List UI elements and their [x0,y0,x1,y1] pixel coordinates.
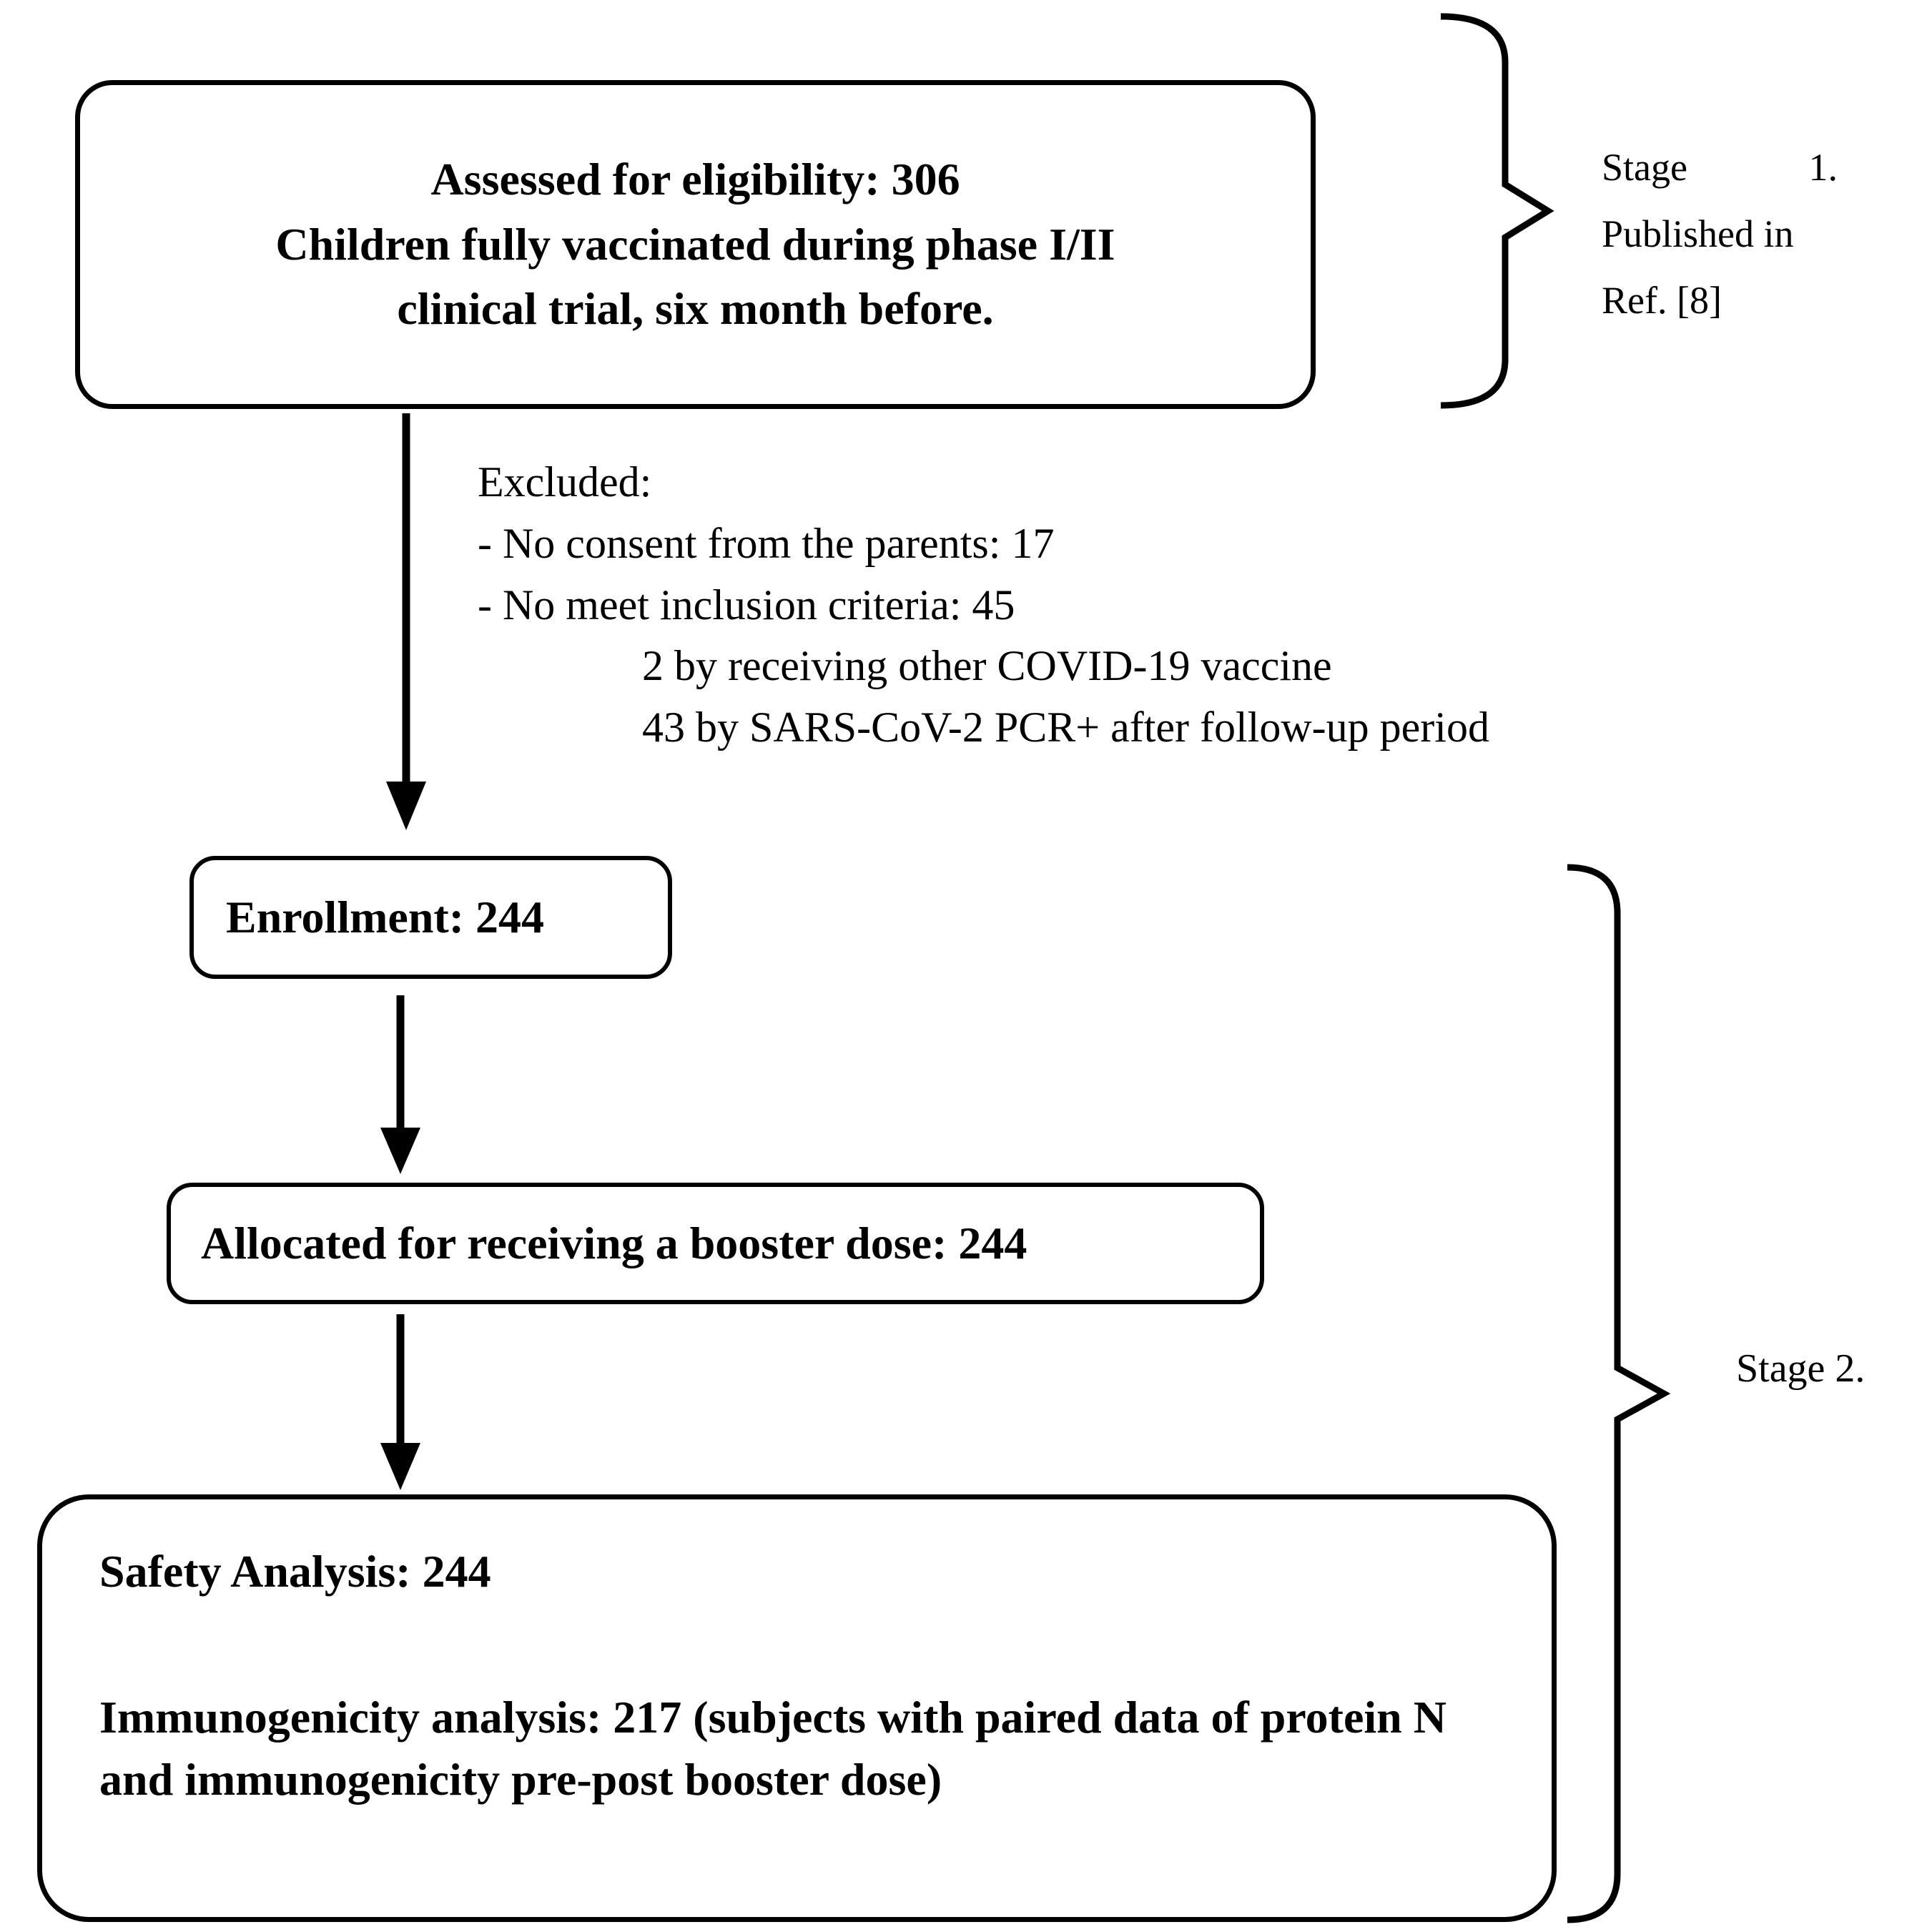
stage1-brace-icon [1391,11,1577,411]
arrow-down-1-icon [378,413,435,832]
excluded-title: Excluded: [478,458,652,506]
enrollment-label: Enrollment: 244 [226,892,545,942]
excluded-subitem-2: 43 by SARS-CoV-2 PCR+ after follow-up period [642,704,1489,751]
excluded-item-1: - No consent from the parents: 17 [478,519,1055,567]
eligibility-line-2: Children fully vaccinated during phase I/II [275,218,1115,270]
allocation-box [167,1183,1264,1304]
immunogenicity-analysis-line: Immunogenicity analysis: 217 (subjects with paired data of protein N and immunogenicity pre-post booster dose) [99,1692,1446,1805]
safety-analysis-line: Safety Analysis: 244 [99,1546,491,1597]
eligibility-box [75,80,1316,409]
excluded-subitem-1: 2 by receiving other COVID-19 vaccine [642,642,1332,690]
stage2-label: Stage 2. [1736,1346,1866,1391]
arrow-down-3-icon [372,1314,429,1492]
arrow-down-2-icon [372,995,429,1176]
excluded-note [478,452,1489,759]
stage1-line-2: Published in [1602,212,1794,255]
stage1-label [1602,134,1838,334]
stage1-line-3: Ref. [8] [1602,278,1722,322]
stage1-line-1 [1602,134,1838,201]
stage1-word: Stage [1602,146,1687,189]
eligibility-line-1: Assessed for eligibility: 306 [430,153,960,204]
analysis-box [37,1494,1557,1922]
stage1-number: 1. [1808,146,1838,189]
eligibility-line-3: clinical trial, six month before. [397,283,994,335]
excluded-item-2: - No meet inclusion criteria: 45 [478,581,1015,629]
allocation-label: Allocated for receiving a booster dose: 244 [201,1218,1027,1268]
enrollment-box [189,856,672,979]
stage2-brace-icon [1510,862,1710,1926]
